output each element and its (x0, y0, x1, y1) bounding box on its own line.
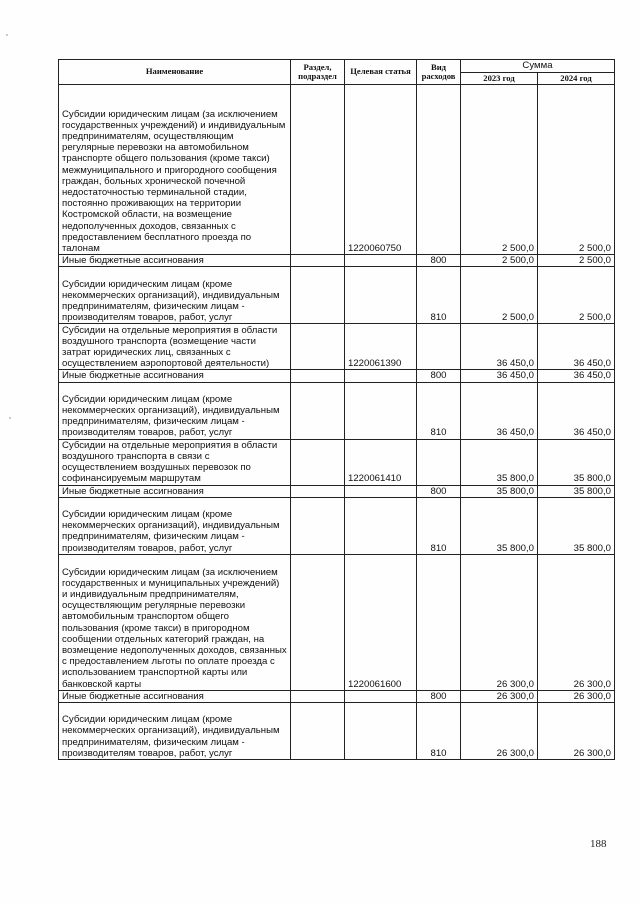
row-target (345, 255, 417, 267)
scan-speck (6, 34, 8, 36)
row-name: Субсидии юридическим лицам (кроме некоммерческих организаций), индивидуальным предпринимателям, физическим лицам - производителям товаров, работ, услуг (59, 382, 291, 439)
row-name: Иные бюджетные ассигнования (59, 485, 291, 497)
row-target (345, 382, 417, 439)
budget-table (58, 59, 615, 760)
row-section (291, 439, 345, 485)
row-name: Субсидии на отдельные мероприятия в области воздушного транспорта (возмещение части затрат юридических лиц, связанных с осуществлением аэропортовой деятельности) (59, 324, 291, 370)
row-sum-2024: 26 300,0 (538, 690, 615, 702)
row-target: 1220060750 (345, 85, 417, 255)
table-row (59, 554, 615, 690)
row-target (345, 370, 417, 382)
row-section (291, 85, 345, 255)
page-number: 188 (590, 838, 607, 850)
table-row (59, 690, 615, 702)
row-sum-2023: 26 300,0 (461, 554, 538, 690)
row-sum-2023: 35 800,0 (461, 485, 538, 497)
row-sum-2023: 36 450,0 (461, 370, 538, 382)
row-name: Субсидии юридическим лицам (за исключением государственных и муниципальных учреждений) и индивидуальным предпринимателям, осуществляющим регулярные перевозки автомобильным транспортом общего пользования (кроме такси) в пригородном сообщении отдельных категорий граждан, на возмещение недополученных доходов, связанных с предоставлением льготы по оплате проезда с использованием транспортной карты или банковской карты (59, 554, 291, 690)
row-kind: 800 (417, 370, 461, 382)
row-section (291, 554, 345, 690)
col-header-section: Раздел, подраздел (291, 60, 345, 85)
row-section (291, 703, 345, 760)
row-section (291, 324, 345, 370)
row-sum-2023: 26 300,0 (461, 690, 538, 702)
row-sum-2023: 2 500,0 (461, 267, 538, 324)
row-sum-2023: 35 800,0 (461, 439, 538, 485)
row-kind: 800 (417, 690, 461, 702)
col-header-kind: Вид расходов (417, 60, 461, 85)
row-sum-2023: 2 500,0 (461, 255, 538, 267)
table-row (59, 382, 615, 439)
row-target: 1220061390 (345, 324, 417, 370)
scan-speck (9, 417, 11, 419)
table-row (59, 370, 615, 382)
row-kind (417, 554, 461, 690)
row-kind (417, 85, 461, 255)
row-sum-2024: 2 500,0 (538, 267, 615, 324)
table-row (59, 485, 615, 497)
row-sum-2023: 36 450,0 (461, 324, 538, 370)
row-kind: 810 (417, 497, 461, 554)
row-target (345, 703, 417, 760)
row-section (291, 382, 345, 439)
row-section (291, 255, 345, 267)
row-target (345, 485, 417, 497)
col-header-year-2023: 2023 год (461, 72, 538, 85)
row-sum-2024: 2 500,0 (538, 255, 615, 267)
table-row (59, 497, 615, 554)
row-sum-2024: 35 800,0 (538, 497, 615, 554)
row-name: Субсидии на отдельные мероприятия в области воздушного транспорта в связи с осуществлением воздушных перевозок по софинансируемым маршрутам (59, 439, 291, 485)
row-sum-2024: 35 800,0 (538, 485, 615, 497)
row-name: Иные бюджетные ассигнования (59, 370, 291, 382)
row-sum-2024: 35 800,0 (538, 439, 615, 485)
table-row (59, 439, 615, 485)
row-sum-2023: 26 300,0 (461, 703, 538, 760)
row-sum-2024: 36 450,0 (538, 382, 615, 439)
row-sum-2024: 36 450,0 (538, 324, 615, 370)
row-section (291, 370, 345, 382)
row-section (291, 267, 345, 324)
table-row (59, 324, 615, 370)
row-sum-2023: 36 450,0 (461, 382, 538, 439)
table-row (59, 267, 615, 324)
row-section (291, 497, 345, 554)
row-sum-2024: 26 300,0 (538, 703, 615, 760)
table-row (59, 703, 615, 760)
row-target (345, 267, 417, 324)
row-sum-2023: 2 500,0 (461, 85, 538, 255)
col-header-target: Целевая статья (345, 60, 417, 85)
row-kind: 810 (417, 267, 461, 324)
row-name: Субсидии юридическим лицам (кроме некоммерческих организаций), индивидуальным предпринимателям, физическим лицам - производителям товаров, работ, услуг (59, 497, 291, 554)
col-header-name: Наименование (59, 60, 291, 85)
table-row (59, 255, 615, 267)
row-name: Субсидии юридическим лицам (кроме некоммерческих организаций), индивидуальным предпринимателям, физическим лицам - производителям товаров, работ, услуг (59, 267, 291, 324)
row-sum-2024: 26 300,0 (538, 554, 615, 690)
row-kind: 800 (417, 255, 461, 267)
row-name: Иные бюджетные ассигнования (59, 690, 291, 702)
row-target (345, 690, 417, 702)
row-section (291, 485, 345, 497)
row-section (291, 690, 345, 702)
row-name: Субсидии юридическим лицам (кроме некоммерческих организаций), индивидуальным предпринимателям, физическим лицам - производителям товаров, работ, услуг (59, 703, 291, 760)
row-sum-2023: 35 800,0 (461, 497, 538, 554)
row-kind: 800 (417, 485, 461, 497)
row-name: Субсидии юридическим лицам (за исключением государственных учреждений) и индивидуальным предпринимателям, осуществляющим регулярные перевозки на автомобильном транспорте общего пользования (кроме такси) межмуниципального и пригородного сообщения граждан, больных хронической почечной недостаточностью терминальной стадии, постоянно проживающих на территории Костромской области, на возмещение недополученных доходов, связанных с предоставлением бесплатного проезда по талонам (59, 85, 291, 255)
col-header-year-2024: 2024 год (538, 72, 615, 85)
row-kind: 810 (417, 382, 461, 439)
row-kind (417, 324, 461, 370)
row-sum-2024: 36 450,0 (538, 370, 615, 382)
row-kind (417, 439, 461, 485)
row-target: 1220061410 (345, 439, 417, 485)
row-target: 1220061600 (345, 554, 417, 690)
row-target (345, 497, 417, 554)
col-header-sum: Сумма (461, 60, 615, 73)
row-sum-2024: 2 500,0 (538, 85, 615, 255)
row-kind: 810 (417, 703, 461, 760)
row-name: Иные бюджетные ассигнования (59, 255, 291, 267)
table-row (59, 85, 615, 255)
